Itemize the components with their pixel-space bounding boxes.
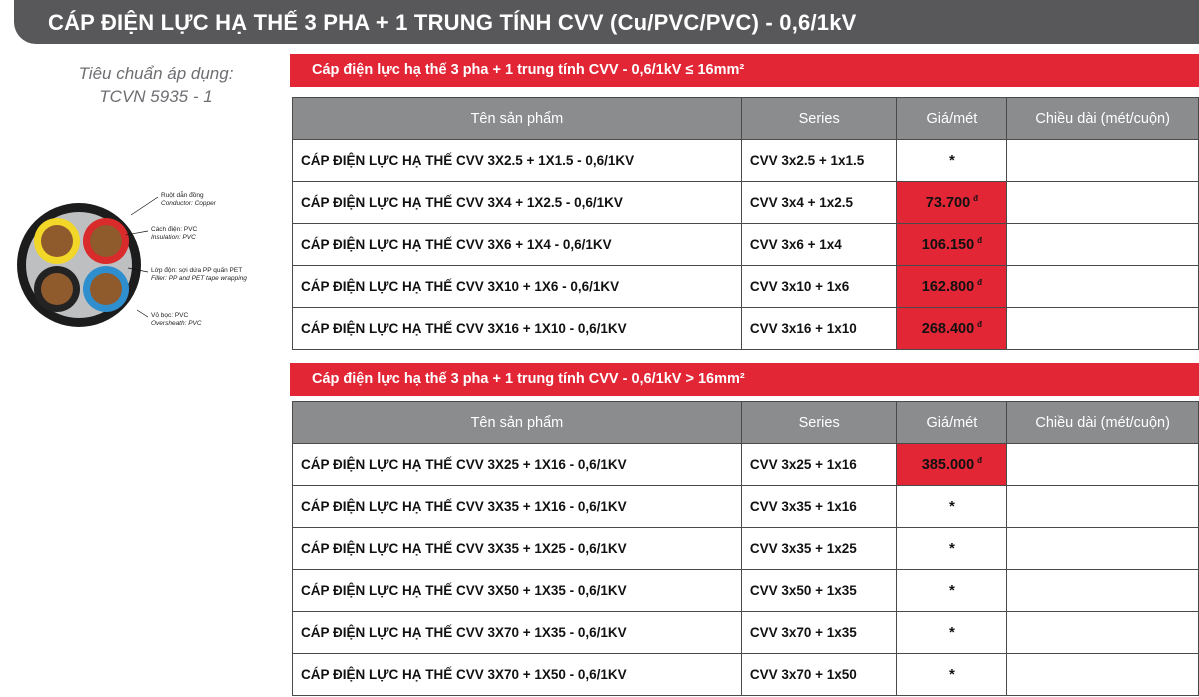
length-cell bbox=[1007, 308, 1199, 350]
currency-symbol: đ bbox=[977, 320, 983, 329]
series-cell: CVV 3x35 + 1x16 bbox=[741, 486, 897, 528]
oversheath-label-en: Oversheath: PVC bbox=[151, 320, 202, 327]
price-value: * bbox=[948, 666, 955, 683]
length-cell bbox=[1007, 486, 1199, 528]
price-value: * bbox=[948, 582, 955, 599]
product-name-cell: CÁP ĐIỆN LỰC HẠ THẾ CVV 3X16 + 1X10 - 0,6/1KV bbox=[293, 308, 742, 350]
currency-symbol: đ bbox=[977, 236, 983, 245]
page-title: CÁP ĐIỆN LỰC HẠ THẾ 3 PHA + 1 TRUNG TÍNH CVV (Cu/PVC/PVC) - 0,6/1kV bbox=[48, 10, 857, 35]
column-header-series: Series bbox=[741, 98, 897, 140]
cable-cross-section-diagram bbox=[14, 188, 294, 338]
product-name-cell: CÁP ĐIỆN LỰC HẠ THẾ CVV 3X2.5 + 1X1.5 - 0,6/1KV bbox=[293, 140, 742, 182]
product-name-cell: CÁP ĐIỆN LỰC HẠ THẾ CVV 3X50 + 1X35 - 0,6/1KV bbox=[293, 570, 742, 612]
series-cell: CVV 3x70 + 1x35 bbox=[741, 612, 897, 654]
product-name-cell: CÁP ĐIỆN LỰC HẠ THẾ CVV 3X25 + 1X16 - 0,6/1KV bbox=[293, 444, 742, 486]
price-table-1 bbox=[292, 97, 1199, 350]
column-header-name: Tên sản phẩm bbox=[293, 98, 742, 140]
oversheath-label-vi: Vỏ bọc: PVC bbox=[151, 312, 189, 319]
series-cell: CVV 3x35 + 1x25 bbox=[741, 528, 897, 570]
table-row bbox=[293, 654, 1199, 696]
length-cell bbox=[1007, 266, 1199, 308]
product-name-cell: CÁP ĐIỆN LỰC HẠ THẾ CVV 3X70 + 1X35 - 0,6/1KV bbox=[293, 612, 742, 654]
price-value: * bbox=[948, 624, 955, 641]
conductor-label-vi: Ruột dẫn đồng bbox=[161, 192, 204, 199]
price-value: 73.700 bbox=[925, 195, 971, 211]
series-cell: CVV 3x2.5 + 1x1.5 bbox=[741, 140, 897, 182]
section-title-2: Cáp điện lực hạ thế 3 pha + 1 trung tính CVV - 0,6/1kV > 16mm² bbox=[312, 371, 745, 387]
table-body bbox=[293, 444, 1199, 696]
price-value: * bbox=[948, 540, 955, 557]
title-bar bbox=[14, 0, 1199, 44]
price-cell bbox=[897, 654, 1007, 696]
section-header-2 bbox=[290, 363, 1199, 396]
table-header-row bbox=[293, 98, 1199, 140]
column-header-series: Series bbox=[741, 402, 897, 444]
standard-code: TCVN 5935 - 1 bbox=[99, 87, 213, 106]
series-cell: CVV 3x16 + 1x10 bbox=[741, 308, 897, 350]
price-cell bbox=[897, 528, 1007, 570]
price-table-2 bbox=[292, 401, 1199, 696]
price-cell bbox=[897, 266, 1007, 308]
price-value: 268.400 bbox=[921, 321, 975, 337]
price-value: 385.000 bbox=[921, 457, 975, 473]
price-cell bbox=[897, 612, 1007, 654]
table-row bbox=[293, 224, 1199, 266]
length-cell bbox=[1007, 612, 1199, 654]
standard-note bbox=[36, 62, 276, 108]
column-header-name: Tên sản phẩm bbox=[293, 402, 742, 444]
standard-label: Tiêu chuẩn áp dụng: bbox=[78, 64, 234, 83]
price-value: 106.150 bbox=[921, 237, 975, 253]
filler-label-vi: Lớp độn: sợi dứa PP quấn PET bbox=[151, 267, 243, 274]
table-body bbox=[293, 140, 1199, 350]
table-row bbox=[293, 266, 1199, 308]
currency-symbol: đ bbox=[977, 278, 983, 287]
price-value: * bbox=[948, 152, 955, 169]
currency-symbol: đ bbox=[973, 194, 979, 203]
price-cell bbox=[897, 308, 1007, 350]
price-value: 162.800 bbox=[921, 279, 975, 295]
table-row bbox=[293, 486, 1199, 528]
insulation-label-en: Insulation: PVC bbox=[151, 234, 196, 241]
series-cell: CVV 3x4 + 1x2.5 bbox=[741, 182, 897, 224]
table-row bbox=[293, 182, 1199, 224]
table-row bbox=[293, 308, 1199, 350]
price-cell bbox=[897, 140, 1007, 182]
currency-symbol: đ bbox=[977, 456, 983, 465]
column-header-length: Chiều dài (mét/cuộn) bbox=[1007, 98, 1199, 140]
series-cell: CVV 3x25 + 1x16 bbox=[741, 444, 897, 486]
length-cell bbox=[1007, 570, 1199, 612]
cable-cross-section-icon bbox=[17, 203, 141, 327]
product-name-cell: CÁP ĐIỆN LỰC HẠ THẾ CVV 3X35 + 1X16 - 0,6/1KV bbox=[293, 486, 742, 528]
section-header-1 bbox=[290, 54, 1199, 87]
filler-label-en: Filler: PP and PET tape wrapping bbox=[151, 275, 247, 282]
column-header-price: Giá/mét bbox=[897, 402, 1007, 444]
product-name-cell: CÁP ĐIỆN LỰC HẠ THẾ CVV 3X35 + 1X25 - 0,6/1KV bbox=[293, 528, 742, 570]
column-header-price: Giá/mét bbox=[897, 98, 1007, 140]
section-title-1: Cáp điện lực hạ thế 3 pha + 1 trung tính CVV - 0,6/1kV ≤ 16mm² bbox=[312, 62, 745, 78]
price-cell bbox=[897, 182, 1007, 224]
price-value: * bbox=[948, 498, 955, 515]
length-cell bbox=[1007, 182, 1199, 224]
length-cell bbox=[1007, 528, 1199, 570]
product-name-cell: CÁP ĐIỆN LỰC HẠ THẾ CVV 3X10 + 1X6 - 0,6/1KV bbox=[293, 266, 742, 308]
length-cell bbox=[1007, 444, 1199, 486]
table-row bbox=[293, 570, 1199, 612]
length-cell bbox=[1007, 140, 1199, 182]
length-cell bbox=[1007, 224, 1199, 266]
table-row bbox=[293, 444, 1199, 486]
column-header-length: Chiều dài (mét/cuộn) bbox=[1007, 402, 1199, 444]
length-cell bbox=[1007, 654, 1199, 696]
table-row bbox=[293, 612, 1199, 654]
series-cell: CVV 3x6 + 1x4 bbox=[741, 224, 897, 266]
series-cell: CVV 3x70 + 1x50 bbox=[741, 654, 897, 696]
price-cell bbox=[897, 570, 1007, 612]
product-name-cell: CÁP ĐIỆN LỰC HẠ THẾ CVV 3X70 + 1X50 - 0,6/1KV bbox=[293, 654, 742, 696]
series-cell: CVV 3x10 + 1x6 bbox=[741, 266, 897, 308]
price-cell bbox=[897, 486, 1007, 528]
table-header-row bbox=[293, 402, 1199, 444]
table-row bbox=[293, 528, 1199, 570]
price-cell bbox=[897, 224, 1007, 266]
product-name-cell: CÁP ĐIỆN LỰC HẠ THẾ CVV 3X6 + 1X4 - 0,6/1KV bbox=[293, 224, 742, 266]
insulation-label-vi: Cách điện: PVC bbox=[151, 226, 198, 233]
series-cell: CVV 3x50 + 1x35 bbox=[741, 570, 897, 612]
product-name-cell: CÁP ĐIỆN LỰC HẠ THẾ CVV 3X4 + 1X2.5 - 0,6/1KV bbox=[293, 182, 742, 224]
conductor-label-en: Conductor: Copper bbox=[161, 200, 216, 207]
price-cell bbox=[897, 444, 1007, 486]
table-row bbox=[293, 140, 1199, 182]
